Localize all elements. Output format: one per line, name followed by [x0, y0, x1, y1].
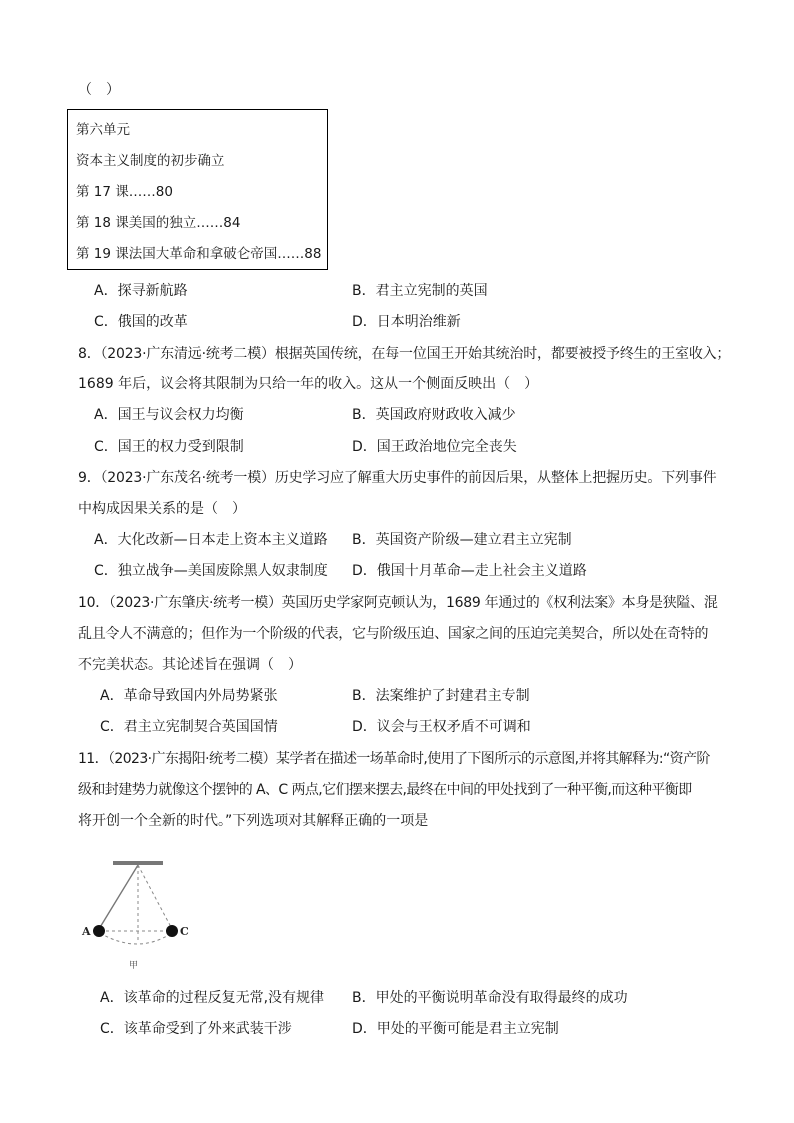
q11-option-b[interactable]: B．甲处的平衡说明革命没有取得最终的成功 [352, 990, 628, 1006]
q9-stem-line-1: 9．（2023·广东茂名·统考一模）历史学习应了解重大历史事件的前因后果，从整体上把握历史。下列事件 [78, 470, 717, 486]
pendulum-label-mid: 甲 [129, 961, 139, 971]
q7-option-d[interactable]: D．日本明治维新 [352, 314, 461, 330]
q11-option-c[interactable]: C．该革命受到了外来武装干涉 [100, 1021, 292, 1037]
q7-option-a[interactable]: A．探寻新航路 [94, 283, 188, 299]
pendulum-bob-c [166, 925, 178, 937]
q9-option-a[interactable]: A．大化改新—日本走上资本主义道路 [94, 532, 328, 548]
contents-line-unit: 第六单元 [76, 122, 130, 138]
contents-line-lesson-17: 第 17 课……80 [76, 184, 173, 200]
q10-option-c[interactable]: C．君主立宪制契合英国国情 [100, 719, 278, 735]
q10-stem-line-3: 不完美状态。其论述旨在强调（ ） [78, 657, 302, 673]
pendulum-label-c: C [180, 925, 189, 938]
q7-option-c[interactable]: C．俄国的改革 [94, 314, 188, 330]
q9-option-b[interactable]: B．英国资产阶级—建立君主立宪制 [352, 532, 572, 548]
q11-stem-line-2: 级和封建势力就像这个摆钟的 A、C 两点,它们摆来摆去,最终在中间的甲处找到了一种平衡,而这种平衡即 [78, 782, 692, 798]
q9-stem-line-2: 中构成因果关系的是（ ） [78, 501, 246, 517]
q7-textbook-contents-box [67, 109, 328, 270]
pendulum-swing-arc [100, 933, 172, 944]
q11-stem-line-1: 11．（2023·广东揭阳·统考二模）某学者在描述一场革命时,使用了下图所示的示意图,并将其解释为:“资产阶 [78, 751, 710, 767]
contents-line-lesson-19: 第 19 课法国大革命和拿破仑帝国……88 [76, 246, 322, 262]
q7-option-b[interactable]: B．君主立宪制的英国 [352, 283, 488, 299]
q9-option-d[interactable]: D．俄国十月革命—走上社会主义道路 [352, 563, 587, 579]
pendulum-diagram [78, 855, 208, 975]
q7-answer-paren: （ ） [78, 82, 120, 98]
pendulum-ceiling-bar [113, 861, 163, 865]
q8-stem-line-1: 8．（2023·广东清远·统考二模）根据英国传统，在每一位国王开始其统治时，都要被授予终生的王室收入； [78, 346, 731, 362]
pendulum-string-solid [99, 865, 138, 929]
q8-option-d[interactable]: D．国王政治地位完全丧失 [352, 439, 517, 455]
q11-option-d[interactable]: D．甲处的平衡可能是君主立宪制 [352, 1021, 559, 1037]
q8-option-c[interactable]: C．国王的权力受到限制 [94, 439, 244, 455]
pendulum-label-a: A [82, 925, 91, 938]
q8-option-a[interactable]: A．国王与议会权力均衡 [94, 407, 244, 423]
pendulum-string-dashed [138, 865, 172, 929]
pendulum-bob-a [93, 925, 105, 937]
q10-option-b[interactable]: B．法案维护了封建君主专制 [352, 688, 530, 704]
contents-line-unit-title: 资本主义制度的初步确立 [76, 153, 225, 169]
q10-stem-line-1: 10．（2023·广东肇庆·统考一模）英国历史学家阿克顿认为，1689 年通过的《权利法案》本身是狭隘、混 [78, 595, 718, 611]
q11-option-a[interactable]: A．该革命的过程反复无常,没有规律 [100, 990, 325, 1006]
q10-option-a[interactable]: A．革命导致国内外局势紧张 [100, 688, 278, 704]
q10-option-d[interactable]: D．议会与王权矛盾不可调和 [352, 719, 531, 735]
q8-option-b[interactable]: B．英国政府财政收入减少 [352, 407, 516, 423]
q10-stem-line-2: 乱且令人不满意的；但作为一个阶级的代表，它与阶级压迫、国家之间的压迫完美契合，所以处在奇特的 [78, 626, 709, 642]
q11-stem-line-3: 将开创一个全新的时代。”下列选项对其解释正确的一项是 [78, 813, 429, 829]
contents-line-lesson-18: 第 18 课美国的独立……84 [76, 215, 241, 231]
q9-option-c[interactable]: C．独立战争—美国废除黑人奴隶制度 [94, 563, 328, 579]
q8-stem-line-2: 1689 年后，议会将其限制为只给一年的收入。这从一个侧面反映出（ ） [78, 376, 539, 392]
